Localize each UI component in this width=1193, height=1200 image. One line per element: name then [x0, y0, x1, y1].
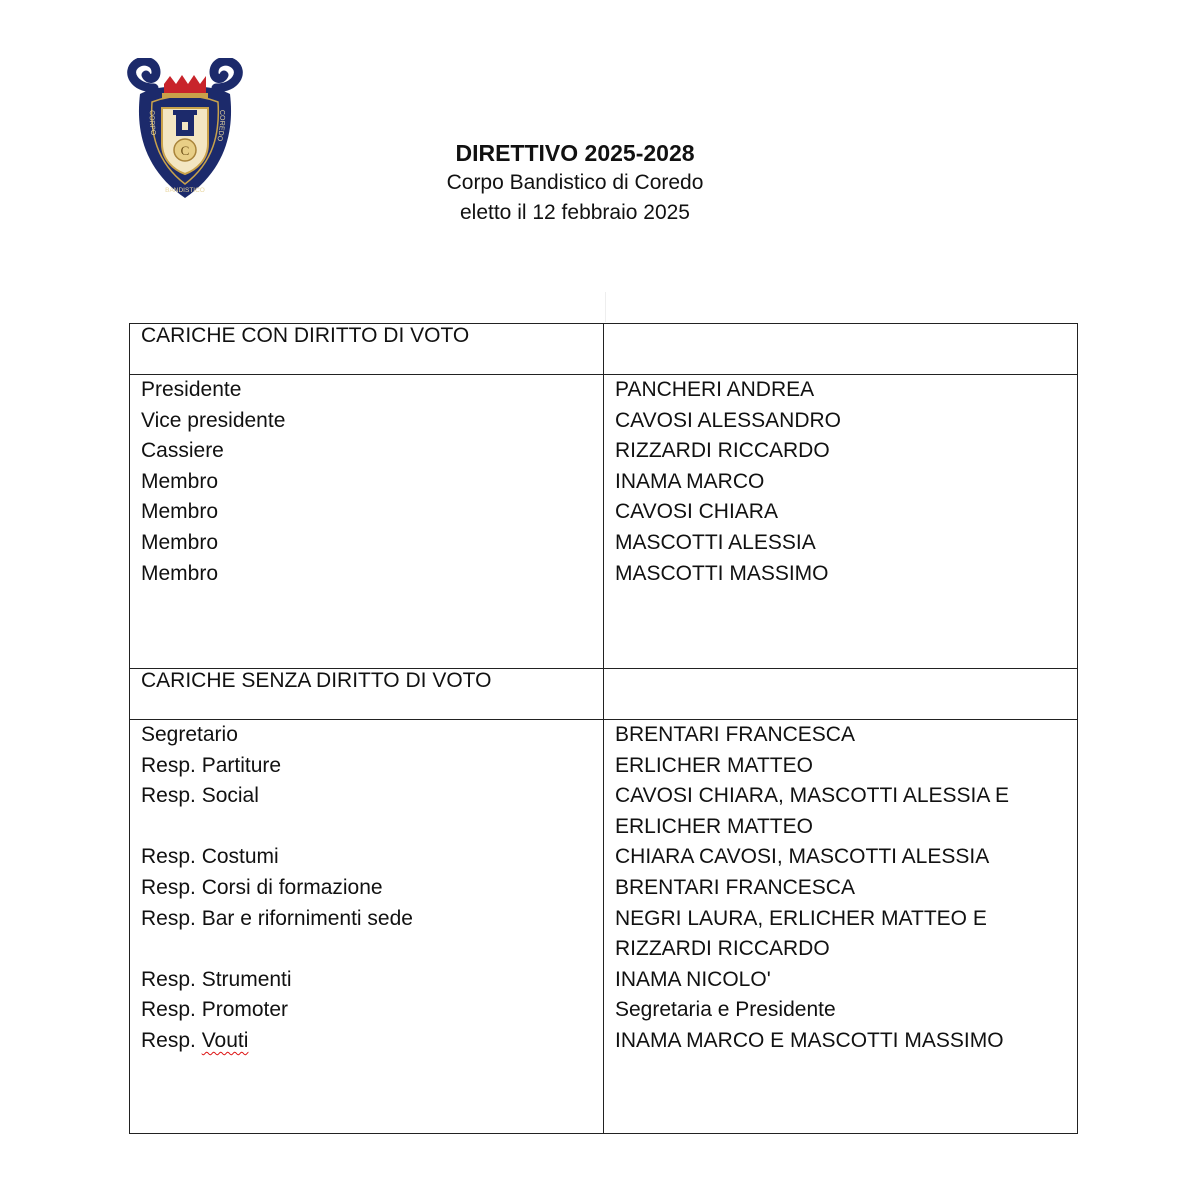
- role-label: Resp. Promoter: [141, 998, 289, 1022]
- role-label: Membro: [141, 500, 219, 524]
- role-label: Membro: [141, 561, 219, 585]
- role-label-vouti: [141, 1026, 592, 1057]
- role-label: Membro: [141, 469, 219, 493]
- svg-text:C: C: [180, 143, 190, 158]
- role-label: Resp. Social: [141, 784, 259, 808]
- member-name: CAVOSI CHIARA: [615, 500, 778, 524]
- member-name: NEGRI LAURA, ERLICHER MATTEO E: [615, 906, 987, 930]
- member-name: MASCOTTI MASSIMO: [615, 561, 829, 585]
- member-name: INAMA MARCO: [615, 469, 765, 493]
- spellcheck-underlined-word: Vouti: [201, 1028, 249, 1052]
- document-header: [380, 138, 770, 228]
- member-name: CAVOSI CHIARA, MASCOTTI ALESSIA E: [615, 784, 1010, 808]
- member-name: ERLICHER MATTEO: [615, 814, 813, 838]
- member-name: CAVOSI ALESSANDRO: [615, 408, 842, 432]
- role-label: Cassiere: [141, 439, 224, 463]
- document-title: DIRETTIVO 2025-2028: [455, 140, 695, 166]
- role-prefix: Resp.: [141, 1028, 196, 1052]
- role-label: Vice presidente: [141, 408, 286, 432]
- band-crest-logo: [126, 58, 244, 204]
- member-name: RIZZARDI RICCARDO: [615, 937, 830, 961]
- spacer-line: [141, 934, 592, 965]
- svg-text:COREDO: COREDO: [215, 109, 226, 142]
- role-label: Resp. Bar e rifornimenti sede: [141, 906, 413, 930]
- member-name: Segretaria e Presidente: [615, 998, 836, 1022]
- nonvoting-members-row: [130, 720, 1078, 1134]
- nonvoting-heading-row: [130, 669, 1078, 720]
- member-name: MASCOTTI ALESSIA: [615, 530, 816, 554]
- board-table: [129, 323, 1078, 1134]
- voting-roles-cell: [130, 375, 604, 669]
- voting-heading-row: [130, 324, 1078, 375]
- role-label: Resp. Corsi di formazione: [141, 875, 383, 899]
- nonvoting-roles-cell: [130, 720, 604, 1134]
- member-name: CHIARA CAVOSI, MASCOTTI ALESSIA: [615, 845, 990, 869]
- role-label: Presidente: [141, 378, 242, 401]
- member-name: ERLICHER MATTEO: [615, 753, 813, 777]
- member-name: INAMA MARCO E MASCOTTI MASSIMO: [615, 1028, 1004, 1052]
- member-name: INAMA NICOLO': [615, 967, 771, 991]
- spacer-line: [141, 812, 592, 843]
- member-name: RIZZARDI RICCARDO: [615, 439, 830, 463]
- member-name: PANCHERI ANDREA: [615, 378, 815, 401]
- voting-heading-empty-cell: [604, 324, 1078, 375]
- faint-divider: [605, 292, 606, 322]
- nonvoting-heading-empty-cell: [604, 669, 1078, 720]
- nonvoting-names-cell: [604, 720, 1078, 1134]
- voting-names-cell: [604, 375, 1078, 669]
- election-date: eletto il 12 febbraio 2025: [459, 201, 690, 224]
- member-name: BRENTARI FRANCESCA: [615, 723, 855, 746]
- role-label: Resp. Costumi: [141, 845, 279, 869]
- role-label: Membro: [141, 530, 219, 554]
- organization-name: Corpo Bandistico di Coredo: [446, 171, 704, 194]
- role-label: Segretario: [141, 723, 238, 746]
- svg-text:CORPO: CORPO: [147, 109, 157, 136]
- member-name: BRENTARI FRANCESCA: [615, 875, 855, 899]
- nonvoting-heading: CARICHE SENZA DIRITTO DI VOTO: [130, 669, 604, 720]
- voting-heading: CARICHE CON DIRITTO DI VOTO: [130, 324, 604, 375]
- svg-text:BANDISTICO: BANDISTICO: [165, 187, 205, 194]
- role-label: Resp. Strumenti: [141, 967, 292, 991]
- voting-members-row: [130, 375, 1078, 669]
- role-label: Resp. Partiture: [141, 753, 282, 777]
